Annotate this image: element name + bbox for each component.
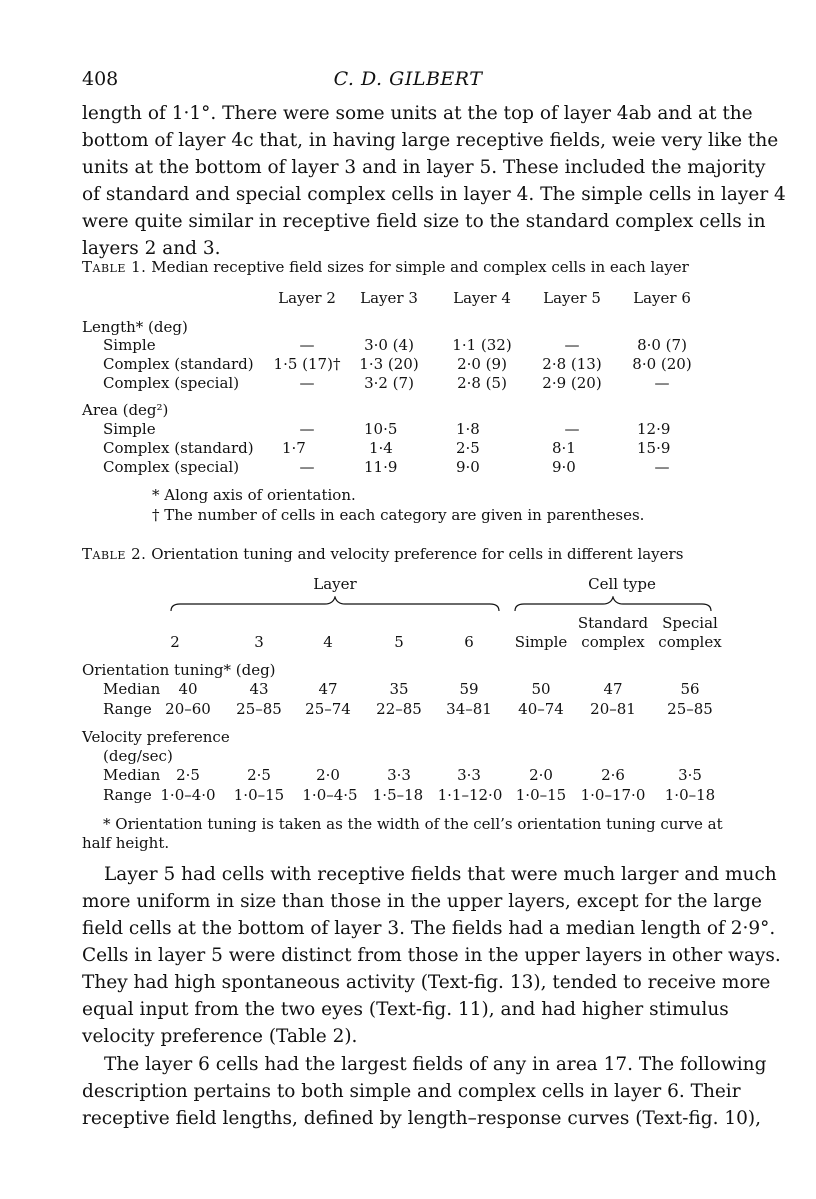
table-1-cell: — xyxy=(564,336,580,354)
table-1-cell: 8·0 (7) xyxy=(637,336,687,354)
table-2-cell: 25–85 xyxy=(236,700,282,718)
table-2-group-celltype: Cell type xyxy=(588,575,656,593)
table-1-cell: 2·8 (5) xyxy=(457,374,507,392)
table-2-cell: 59 xyxy=(459,680,479,698)
text-line: velocity preference (Table 2). xyxy=(82,1026,358,1047)
table-2-cell: 1·0–4·5 xyxy=(302,786,358,804)
paragraph-1 xyxy=(82,100,786,262)
table-2-cell: 3·3 xyxy=(457,766,481,784)
table-2-footnote: * Orientation tuning is taken as the width of the cell’s orientation tuning curve at xyxy=(103,815,723,833)
text-line: They had high spontaneous activity (Text-fig. 13), tended to receive more xyxy=(82,972,771,993)
table-1-cell: 2·8 (13) xyxy=(542,355,602,373)
table-2-caption-text: Orientation tuning and velocity preference for cells in different layers xyxy=(151,545,684,563)
table-2-cell: 47 xyxy=(318,680,338,698)
table-1-section-heading: Area (deg²) xyxy=(82,401,169,419)
table-1-section-heading: Length* (deg) xyxy=(82,318,188,336)
table-1-row-label: Complex (special) xyxy=(103,374,240,392)
table-2-cell: 35 xyxy=(389,680,409,698)
table-2-cell: 40–74 xyxy=(518,700,564,718)
table-2-cell: 25–74 xyxy=(305,700,351,718)
table-2-group-layer: Layer xyxy=(313,575,357,593)
table-1-cell: 1·1 (32) xyxy=(452,336,512,354)
table-1-col-header: Layer 3 xyxy=(360,289,418,307)
page-number: 408 xyxy=(82,68,119,90)
text-line: layers 2 and 3. xyxy=(82,238,221,259)
page-header xyxy=(82,68,734,94)
table-2-row-label: Median xyxy=(103,680,161,698)
table-1-col-header: Layer 5 xyxy=(543,289,601,307)
table-2-section-heading: Velocity preference xyxy=(82,728,230,746)
table-2-cell: 1·0–15 xyxy=(515,786,567,804)
table-2-cell: 2·0 xyxy=(529,766,553,784)
table-2-caption xyxy=(82,545,742,563)
table-2-cell: 2·0 xyxy=(316,766,340,784)
table-2-cell: 47 xyxy=(603,680,623,698)
table-1-cell: 8·1 xyxy=(552,439,576,457)
text-line: equal input from the two eyes (Text-fig. 11), and had higher stimulus xyxy=(82,999,729,1020)
table-2-col-header: 5 xyxy=(394,633,404,651)
table-1-cell: 2·5 xyxy=(456,439,480,457)
paragraph-2 xyxy=(82,861,781,1050)
table-1-cell: 10·5 xyxy=(364,420,398,438)
table-1-footnote: * Along axis of orientation. xyxy=(152,486,356,504)
table-1-cell: — xyxy=(299,374,315,392)
table-1-col-header: Layer 4 xyxy=(453,289,511,307)
table-2-cell: 20–81 xyxy=(590,700,636,718)
table-2-col-header: 4 xyxy=(323,633,333,651)
table-2-col-header-top: Standard xyxy=(577,614,649,632)
table-2-col-header: 3 xyxy=(254,633,264,651)
table-1-row-label: Complex (standard) xyxy=(103,439,254,457)
table-1-cell: 15·9 xyxy=(637,439,671,457)
running-head: C. D. GILBERT xyxy=(333,68,483,90)
table-2-cell: 22–85 xyxy=(376,700,422,718)
table-1-caption xyxy=(82,258,742,276)
table-2-col-header: 6 xyxy=(464,633,474,651)
layer-group-brace xyxy=(170,596,500,612)
table-2-cell: 50 xyxy=(531,680,551,698)
text-line: field cells at the bottom of layer 3. The fields had a median length of 2·9°. xyxy=(82,918,776,939)
table-2-cell: 56 xyxy=(680,680,700,698)
table-2-col-header: complex xyxy=(581,633,645,651)
table-1-cell: 9·0 xyxy=(552,458,576,476)
table-1-cell: 12·9 xyxy=(637,420,671,438)
text-line: The layer 6 cells had the largest fields of any in area 17. The following xyxy=(104,1054,767,1075)
table-1-label: Table 1. xyxy=(82,258,147,276)
table-2-section-heading: Orientation tuning* (deg) xyxy=(82,661,276,679)
table-2-cell: 1·1–12·0 xyxy=(437,786,503,804)
table-2-cell: 3·3 xyxy=(387,766,411,784)
text-line: units at the bottom of layer 3 and in layer 5. These included the majority xyxy=(82,157,766,178)
table-2-cell: 2·5 xyxy=(247,766,271,784)
table-2-cell: 43 xyxy=(249,680,269,698)
table-1-cell: 2·0 (9) xyxy=(457,355,507,373)
table-2-cell: 34–81 xyxy=(446,700,492,718)
text-line: description pertains to both simple and complex cells in layer 6. Their xyxy=(82,1081,741,1102)
table-2-cell: 1·0–4·0 xyxy=(160,786,216,804)
table-1-cell: — xyxy=(564,420,580,438)
table-1-caption-text: Median receptive field sizes for simple and complex cells in each layer xyxy=(151,258,689,276)
celltype-group-brace xyxy=(514,596,712,612)
table-1-cell: — xyxy=(299,458,315,476)
table-1-cell: 9·0 xyxy=(456,458,480,476)
table-1-cell: 1·5 (17)† xyxy=(273,355,341,373)
text-line: Cells in layer 5 were distinct from those in the upper layers in other ways. xyxy=(82,945,781,966)
text-line: more uniform in size than those in the upper layers, except for the large xyxy=(82,891,762,912)
text-line: receptive field lengths, defined by length–response curves (Text-fig. 10), xyxy=(82,1108,762,1129)
table-2-cell: 1·0–18 xyxy=(664,786,716,804)
table-1-cell: 11·9 xyxy=(364,458,398,476)
table-2-col-header: 2 xyxy=(170,633,180,651)
table-1-cell: 3·2 (7) xyxy=(364,374,414,392)
table-2-row-label: Median xyxy=(103,766,161,784)
table-1-footnote: † The number of cells in each category are given in parentheses. xyxy=(152,506,645,524)
table-1-col-header: Layer 6 xyxy=(633,289,691,307)
table-2-cell: 1·0–17·0 xyxy=(580,786,646,804)
text-line: bottom of layer 4c that, in having large receptive fields, weie very like the xyxy=(82,130,779,151)
table-2-col-header: complex xyxy=(658,633,722,651)
text-line: of standard and special complex cells in layer 4. The simple cells in layer 4 xyxy=(82,184,786,205)
table-1-cell: — xyxy=(299,420,315,438)
text-line: length of 1·1°. There were some units at the top of layer 4ab and at the xyxy=(82,103,753,124)
table-1-row-label: Simple xyxy=(103,420,156,438)
table-1-cell: 1·4 xyxy=(369,439,393,457)
table-1-col-header: Layer 2 xyxy=(278,289,336,307)
table-2-footnote: half height. xyxy=(82,834,170,852)
table-1-cell: 8·0 (20) xyxy=(632,355,692,373)
table-1-cell: 1·7 xyxy=(282,439,306,457)
table-2-cell: 1·0–15 xyxy=(233,786,285,804)
table-1-cell: 3·0 (4) xyxy=(364,336,414,354)
table-2-cell: 2·6 xyxy=(601,766,625,784)
table-2-cell: 25–85 xyxy=(667,700,713,718)
paragraph-3 xyxy=(82,1051,767,1132)
table-2-section-subheading: (deg/sec) xyxy=(103,747,173,765)
table-2-row-label: Range xyxy=(103,700,152,718)
table-2-cell: 20–60 xyxy=(165,700,211,718)
table-1-row-label: Complex (special) xyxy=(103,458,240,476)
table-1-cell: — xyxy=(654,458,670,476)
table-1-cell: — xyxy=(654,374,670,392)
table-2-cell: 2·5 xyxy=(176,766,200,784)
table-2-col-header-top: Special xyxy=(662,614,718,632)
text-line: Layer 5 had cells with receptive fields that were much larger and much xyxy=(104,864,777,885)
table-1-cell: 1·8 xyxy=(456,420,480,438)
table-2-cell: 3·5 xyxy=(678,766,702,784)
text-line: were quite similar in receptive field size to the standard complex cells in xyxy=(82,211,766,232)
table-1-row-label: Complex (standard) xyxy=(103,355,254,373)
table-2-label: Table 2. xyxy=(82,545,147,563)
table-2-row-label: Range xyxy=(103,786,152,804)
table-2-cell: 40 xyxy=(178,680,198,698)
table-1-cell: — xyxy=(299,336,315,354)
table-2-col-header: Simple xyxy=(514,633,568,651)
table-2-cell: 1·5–18 xyxy=(372,786,424,804)
table-1-cell: 1·3 (20) xyxy=(359,355,419,373)
table-1-row-label: Simple xyxy=(103,336,156,354)
table-1-cell: 2·9 (20) xyxy=(542,374,602,392)
